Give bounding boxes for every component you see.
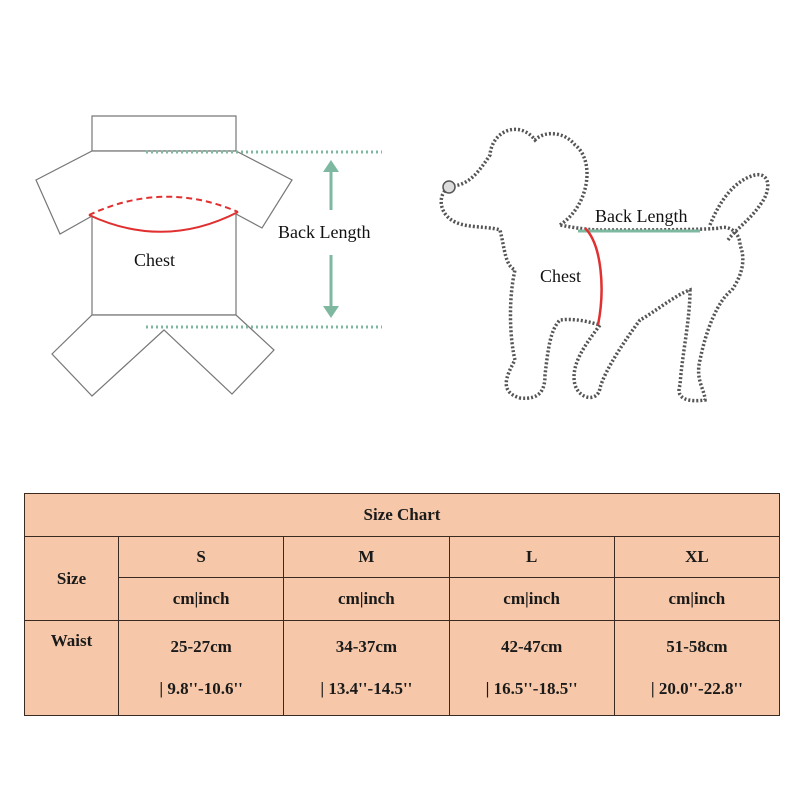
waist-s-cm: 25-27cm xyxy=(170,637,232,656)
size-chart-table xyxy=(24,493,780,716)
waist-m-inch: | 13.4''-14.5'' xyxy=(320,679,413,698)
garment-chest-label: Chest xyxy=(134,250,176,270)
dog-chest-line xyxy=(585,228,602,325)
waist-m-cell xyxy=(284,621,449,716)
size-xl-header: XL xyxy=(614,537,779,578)
size-s-header: S xyxy=(119,537,284,578)
back-length-arrow-down xyxy=(323,255,339,318)
dog-nose-icon xyxy=(443,181,455,193)
waist-l-cell xyxy=(449,621,614,716)
dog-chest-label: Chest xyxy=(540,266,582,286)
size-m-header: M xyxy=(284,537,449,578)
table-title-row xyxy=(25,494,780,537)
size-header-row xyxy=(25,537,780,578)
garment-back-length-label: Back Length xyxy=(278,222,371,242)
waist-m-cm: 34-37cm xyxy=(335,637,398,656)
dog-illustration xyxy=(441,129,768,400)
waist-s-inch: | 9.8''-10.6'' xyxy=(159,679,243,698)
unit-cell: cm|inch xyxy=(119,578,284,621)
waist-xl-cell xyxy=(614,621,779,716)
waist-xl-cm: 51-58cm xyxy=(666,637,728,656)
size-row-label: Size xyxy=(25,537,119,621)
waist-l-cm: 42-47cm xyxy=(500,637,563,656)
waist-row xyxy=(25,621,780,716)
size-chart-title: Size Chart xyxy=(25,494,780,537)
garment-body xyxy=(36,151,292,315)
waist-s-cell xyxy=(119,621,284,716)
dog-back-length-label: Back Length xyxy=(595,206,688,226)
size-l-header: L xyxy=(449,537,614,578)
dog-outline xyxy=(441,129,743,400)
waist-row-label: Waist xyxy=(25,621,119,716)
unit-cell: cm|inch xyxy=(449,578,614,621)
unit-cell: cm|inch xyxy=(614,578,779,621)
back-length-arrow-up xyxy=(323,160,339,210)
unit-cell: cm|inch xyxy=(284,578,449,621)
garment-collar xyxy=(92,116,236,151)
dog-tail xyxy=(710,175,768,240)
waist-xl-inch: | 20.0''-22.8'' xyxy=(650,679,743,698)
unit-row xyxy=(25,578,780,621)
waist-l-inch: | 16.5''-18.5'' xyxy=(485,679,578,698)
